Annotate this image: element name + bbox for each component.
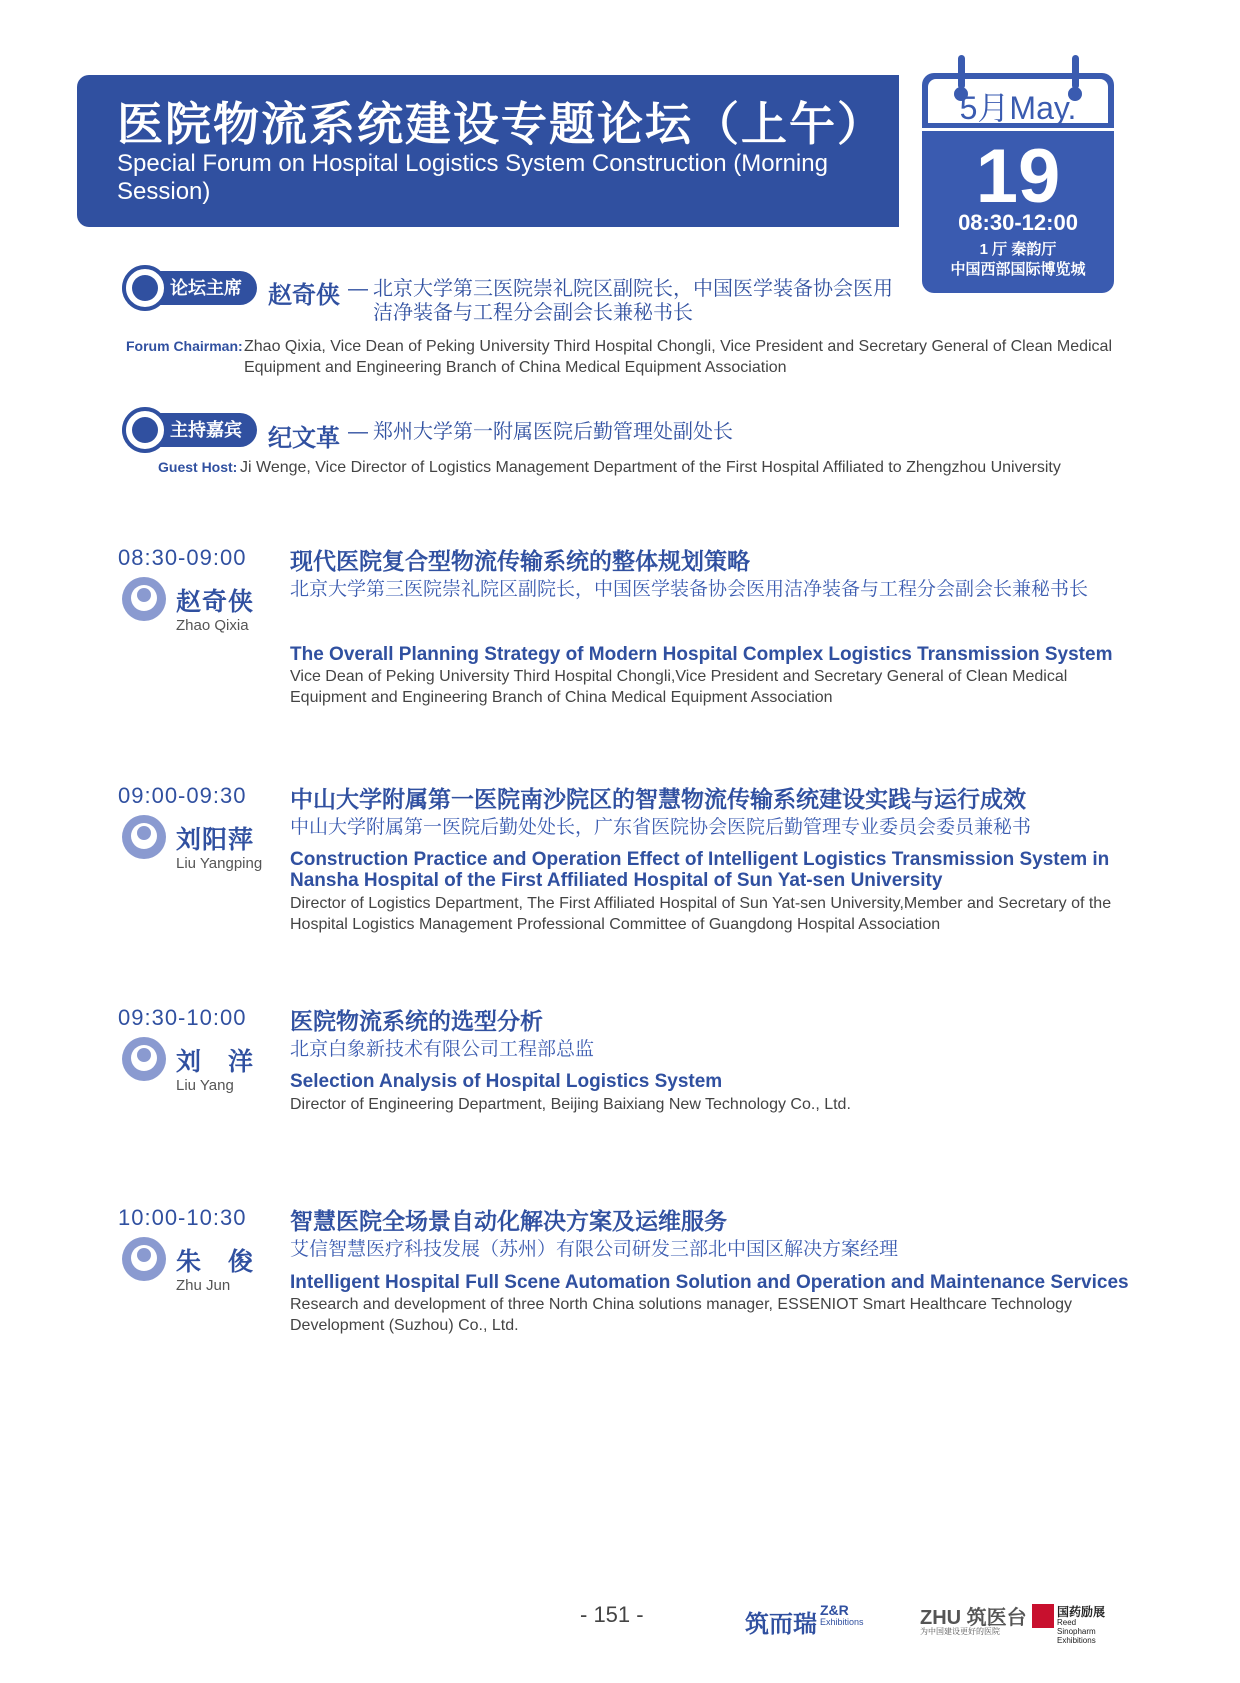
host-dash: —: [348, 421, 368, 443]
speaker-affiliation-cn: 艾信智慧医疗科技发展（苏州）有限公司研发三部北中国区解决方案经理: [290, 1239, 899, 1260]
reed-logo-icon: [1032, 1604, 1054, 1628]
chairman-label-en: Forum Chairman:: [126, 338, 243, 354]
session-title-en: Intelligent Hospital Full Scene Automation Solution and Operation and Maintenance Services: [290, 1272, 1129, 1293]
chairman-dash: —: [348, 278, 368, 300]
host-desc-en: Ji Wenge, Vice Director of Logistics Management Department of the First Hospital Affiliated to Zhengzhou University: [240, 459, 1061, 476]
session-title-cn: 现代医院复合型物流传输系统的整体规划策略: [290, 548, 750, 574]
speaker-name: 朱 俊: [176, 1248, 255, 1276]
session-title-cn: 智慧医院全场景自动化解决方案及运维服务: [290, 1208, 727, 1234]
session-title-en: Construction Practice and Operation Effect of Intelligent Logistics Transmission System in Nansha Hospital of the First Affiliated Hospital of Sun Yat-sen University: [290, 849, 1110, 891]
speaker-icon: [122, 815, 166, 859]
page-subtitle: Special Forum on Hospital Logistics System Construction (Morning Session): [117, 150, 828, 205]
host-name: 纪文革: [268, 425, 340, 452]
speaker-icon: [122, 1237, 166, 1281]
host-desc-cn: 郑州大学第一附属医院后勤管理处副处长: [373, 421, 733, 443]
chairman-desc-cn: 北京大学第三医院崇礼院区副院长，中国医学装备协会医用洁净装备与工程分会副会长兼秘书长: [373, 278, 893, 324]
session-time: 09:30-10:00: [118, 1005, 247, 1030]
person-icon: [122, 265, 168, 311]
zr-logo-en1: Z&R: [820, 1602, 849, 1618]
speaker-affiliation-en: Director of Logistics Department, The First Affiliated Hospital of Sun Yat-sen University,Member and Secretary of the Hospital Logistics Management Professional Committee of Guangdong Hospital Association: [290, 895, 1112, 933]
session-time: 10:00-10:30: [118, 1205, 247, 1230]
calendar-venue: 中国西部国际博览城: [950, 261, 1086, 278]
session-title-cn: 医院物流系统的选型分析: [290, 1008, 543, 1034]
host-label-en: Guest Host:: [158, 459, 238, 475]
chairman-desc-en: Zhao Qixia, Vice Dean of Peking University Third Hospital Chongli, Vice President and Secretary General of Clean Medical Equipment and Engineering Branch of China Medical Equipment Association: [244, 338, 1112, 376]
speaker-pinyin: Liu Yang: [176, 1077, 234, 1094]
session-title-en: Selection Analysis of Hospital Logistics System: [290, 1071, 723, 1092]
host-badge: 主持嘉宾: [122, 413, 257, 447]
session-title-cn: 中山大学附属第一医院南沙院区的智慧物流传输系统建设实践与运行成效: [290, 786, 1026, 812]
speaker-icon-head: [137, 1048, 151, 1062]
speaker-name: 刘阳萍: [176, 826, 255, 854]
calendar-hall: 1 厅 秦韵厅: [979, 241, 1057, 258]
speaker-affiliation-en: Research and development of three North China solutions manager, ESSENIOT Smart Healthcare Technology Development (Suzhou) Co., Ltd.: [290, 1296, 1073, 1334]
person-icon: [122, 407, 168, 453]
speaker-pinyin: Zhao Qixia: [176, 617, 249, 634]
speaker-affiliation-cn: 北京大学第三医院崇礼院区副院长，中国医学装备协会医用洁净装备与工程分会副会长兼秘书长: [290, 579, 1089, 600]
zr-logo-en2: Exhibitions: [820, 1617, 864, 1627]
date-calendar: [922, 73, 1114, 293]
zr-logo: 筑而瑞: [745, 1611, 817, 1638]
calendar-time: 08:30-12:00: [958, 210, 1078, 235]
speaker-affiliation-cn: 北京白象新技术有限公司工程部总监: [290, 1039, 595, 1060]
zr-logo-en: [820, 1604, 864, 1628]
person-icon-shape: [132, 275, 158, 301]
calendar-day: 19: [975, 134, 1061, 219]
speaker-pinyin: Liu Yangping: [176, 855, 263, 872]
speaker-icon: [122, 1037, 166, 1081]
speaker-name: 刘 洋: [176, 1048, 255, 1076]
speaker-affiliation-cn: 中山大学附属第一医院后勤处处长，广东省医院协会医院后勤管理专业委员会委员兼秘书: [290, 817, 1032, 838]
speaker-affiliation-en: Director of Engineering Department, Beijing Baixiang New Technology Co., Ltd.: [290, 1096, 851, 1113]
speaker-icon-head: [137, 1248, 151, 1262]
session-title-en: The Overall Planning Strategy of Modern Hospital Complex Logistics Transmission System: [290, 644, 1113, 665]
speaker-name: 赵奇侠: [176, 588, 255, 616]
chairman-badge: 论坛主席: [122, 271, 257, 305]
session-time: 09:00-09:30: [118, 783, 247, 808]
zhu-logo-slogan: 为中国建设更好的医院: [920, 1627, 1000, 1636]
session-time: 08:30-09:00: [118, 545, 247, 570]
page-number: - 151 -: [580, 1602, 644, 1627]
reed-logo-en: Reed Sinopharm Exhibitions: [1057, 1618, 1096, 1645]
speaker-icon-head: [137, 826, 151, 840]
speaker-icon-head: [137, 588, 151, 602]
speaker-affiliation-en: Vice Dean of Peking University Third Hospital Chongli,Vice President and Secretary General of Clean Medical Equipment and Engineering Branch of China Medical Equipment Association: [290, 668, 1068, 706]
reed-logo: 国药励展: [1057, 1605, 1106, 1619]
speaker-icon: [122, 577, 166, 621]
chairman-name: 赵奇侠: [268, 282, 340, 309]
speaker-pinyin: Zhu Jun: [176, 1277, 231, 1294]
page-title: 医院物流系统建设专题论坛（上午）: [117, 97, 885, 151]
calendar-month: 5月May.: [959, 90, 1077, 126]
person-icon-shape: [132, 417, 158, 443]
zhu-logo: ZHU 筑医台: [920, 1607, 1027, 1629]
